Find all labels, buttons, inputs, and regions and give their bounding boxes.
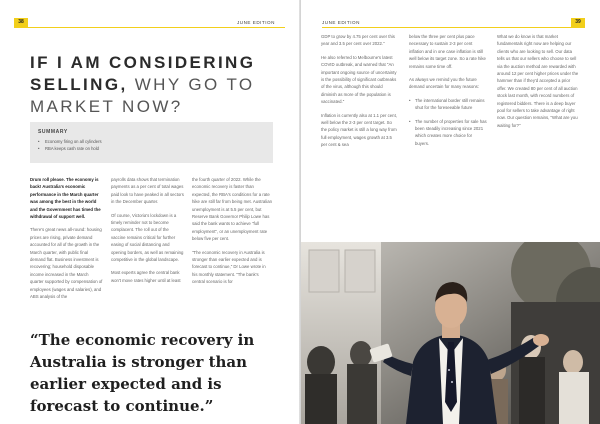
- body-column-3: [192, 176, 272, 292]
- summary-item: • RBA keeps cash rate on hold: [38, 145, 102, 152]
- body-column-5: [409, 33, 487, 153]
- body-column-2: [111, 176, 184, 290]
- auctioneer-photo-image: [301, 242, 600, 424]
- body-paragraph: "The economic recovery in Australia is stronger than earlier expected and is forecast to continue," Dr Lowe wrote in his monthly statement. "The bank's central scenario is for: [192, 249, 266, 285]
- right-page: [301, 0, 600, 424]
- page-number: 39: [571, 18, 585, 27]
- body-paragraph: payrolls data shows that termination payments as a per cent of total wages paid look to have peaked in all sectors in the December quarter.: [111, 177, 184, 205]
- headline: [30, 52, 275, 118]
- body-paragraph: the fourth quarter of 2022. While the economic recovery is faster than expected, the RBA's conditions for a rate hike are still far from being met. Australian unemployment is at 5.5 per cent, but Reserve Bank Governor Philip Lowe has said the bank wants to achieve "full employment", or an unemployment rate below five per cent.: [192, 177, 273, 242]
- summary-title: SUMMARY: [38, 129, 68, 135]
- left-page: [0, 0, 299, 424]
- pull-quote: “The economic recovery in Australia is stronger than earlier expected and is forecast to continue.”: [30, 331, 255, 415]
- summary-box: [30, 122, 273, 163]
- body-paragraph: As always we remind you the future demand uncertain for many reasons:: [409, 77, 479, 90]
- body-column-4: [321, 33, 399, 155]
- lead-paragraph: Drum roll please. The economy is back! Australia's economic performance in the March quarter was among the best in the world and the Government has timed the withdrawal of support well.: [30, 177, 101, 220]
- body-column-1: [30, 176, 103, 307]
- headline-bold: IF I AM CONSIDERING SELLING,: [30, 53, 256, 94]
- edition-label: JUNE EDITION: [322, 20, 360, 25]
- body-paragraph: Inflation is currently also at 1.1 per cent, well below the 2-3 per cent target. So the policy market is still a long way from full employment, wages growth at 3.5 per cent & sea: [321, 112, 397, 148]
- auctioneer-photo: [301, 242, 600, 424]
- header-rule: [322, 27, 585, 28]
- body-column-6: [497, 33, 579, 135]
- body-paragraph: Most experts agree the central bank won't move rates higher until at least: [111, 270, 181, 283]
- page-number: 38: [14, 18, 28, 27]
- bullet-item: • The international border still remains shut for the foreseeable future: [409, 97, 487, 112]
- body-paragraph: GDP to grow by 4.75 per cent over this year and 3.5 per cent over 2022.": [321, 34, 395, 47]
- body-paragraph: below the three per cent plus pace necessary to sustain 2-3 per cent inflation and in one case inflation is still well below its target zone. So a rate hike remains some time off.: [409, 34, 486, 69]
- body-paragraph: There's great news all-round: housing prices are rising, private demand accounted for all of the growth in the March quarter, with public final demand flat. Business investment is recovering; household disposable income increased in the March quarter supported by compensation of employees (wages and salaries), and ABS analysis of the: [30, 227, 103, 300]
- body-paragraph: He also referred to Melbourne's latest COVID outbreak, and warned that "An important ongoing source of uncertainty is the possibility of significant outbreaks of the virus, although this should diminish as more of the population is vaccinated.": [321, 54, 397, 105]
- headline-light: WHY GO TO MARKET NOW?: [30, 75, 255, 116]
- header-rule: [14, 27, 285, 28]
- body-paragraph: What we do know is that market fundamentals right now are helping our clients who are looking to sell. Our data tells us that our sellers who choose to sell via the auction method are rewarded with around 12 per cent higher prices under the hammer than if they'd accepted a prior offer. We created 80 per cent of all auction stock last month, with record numbers of registered bidders. There is a deep buyer pool for sellers to take advantage of right now. Our question remains, "What are you waiting for?": [497, 34, 579, 128]
- summary-item: • Economy firing on all cylinders: [38, 138, 102, 145]
- body-paragraph: Of course, Victoria's lockdown is a timely reminder not to become complacent. The roll out of the vaccine remains critical for further easing of social distancing and opening borders, as well as remaining competitive in the global landscape.: [111, 212, 184, 263]
- summary-list: [38, 138, 102, 152]
- edition-label: JUNE EDITION: [237, 20, 275, 25]
- bullet-item: • The number of properties for sale has been steadily increasing since 2021 which creates more choice for buyers.: [409, 118, 487, 148]
